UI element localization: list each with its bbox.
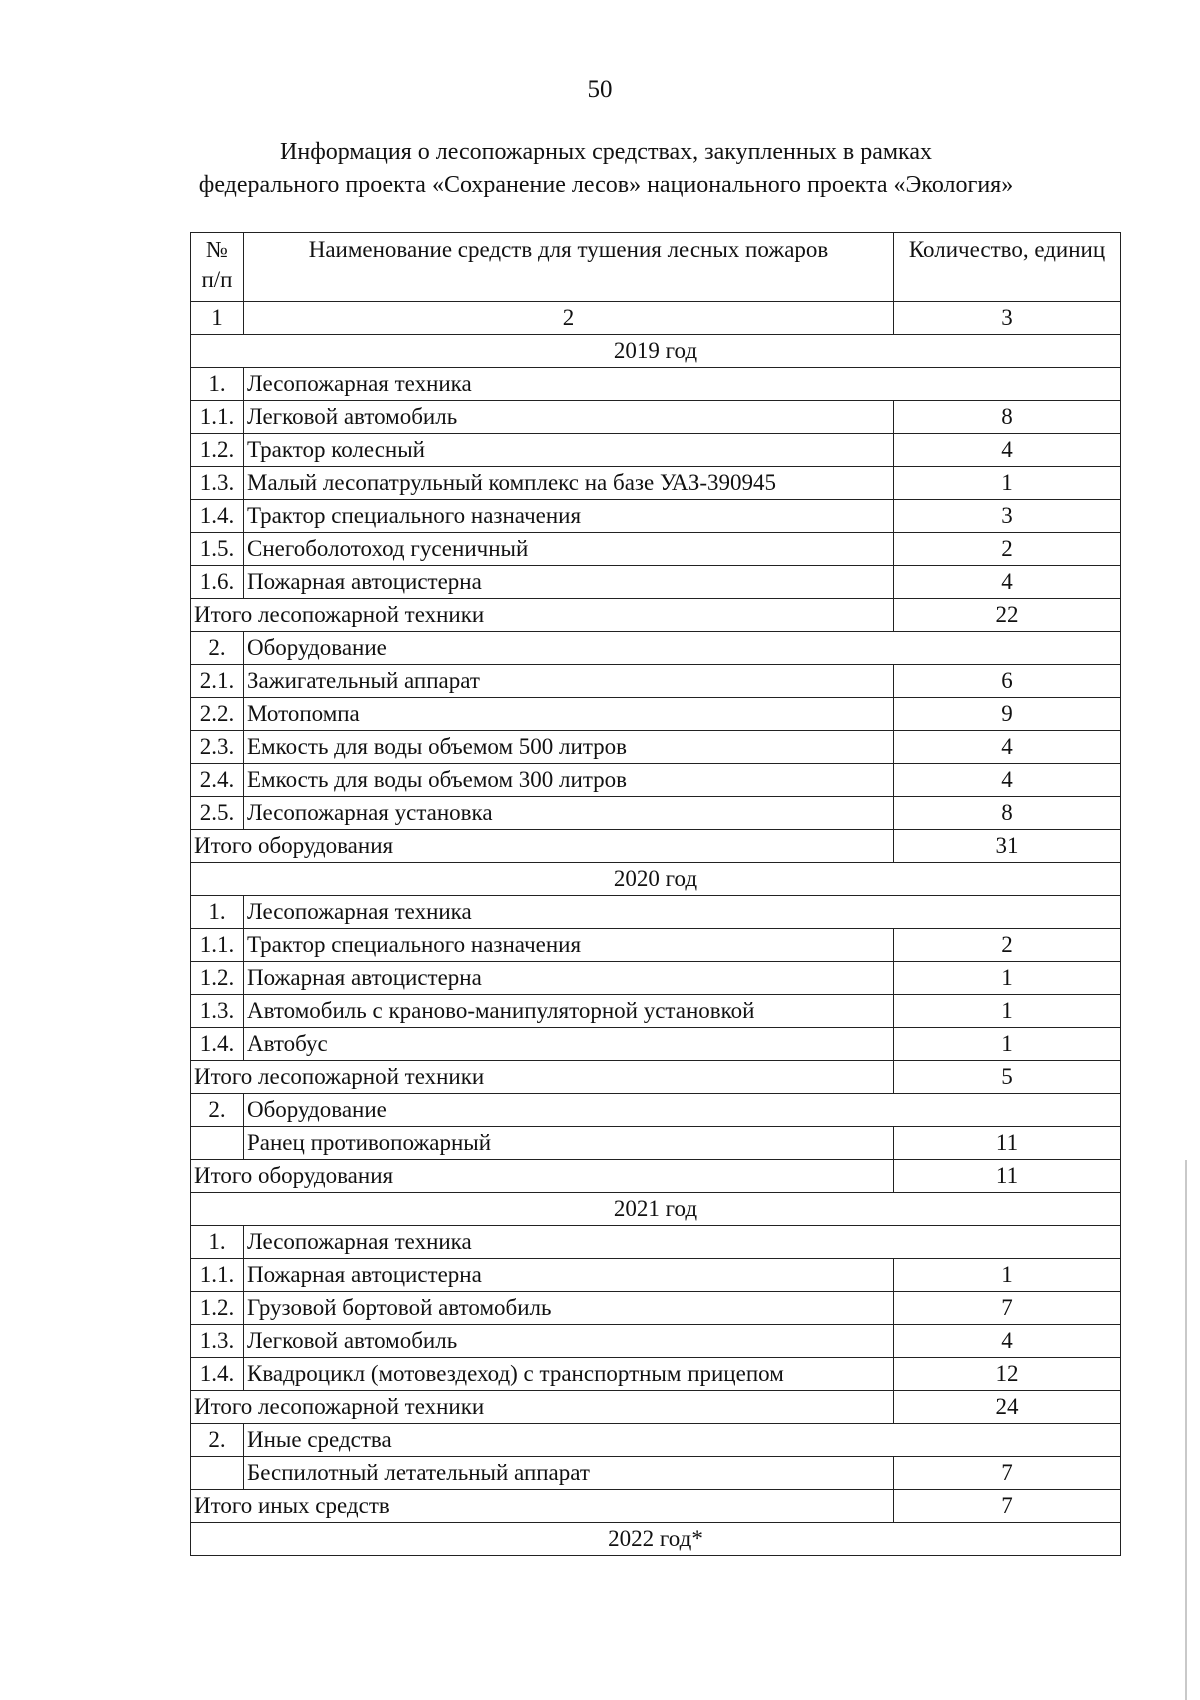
total-row (191, 830, 1121, 863)
table-row (191, 434, 1121, 467)
item-number: 2.2. (191, 698, 244, 731)
year-row (191, 863, 1121, 896)
section-name: Лесопожарная техника (244, 1226, 1121, 1259)
item-quantity: 1 (894, 995, 1121, 1028)
section-row (191, 1226, 1121, 1259)
year-row (191, 1523, 1121, 1556)
item-number (191, 1127, 244, 1160)
item-number: 1.1. (191, 1259, 244, 1292)
table-row (191, 1259, 1121, 1292)
item-number: 1.1. (191, 401, 244, 434)
item-quantity: 4 (894, 566, 1121, 599)
header-num: № п/п (191, 233, 244, 302)
equipment-table-body (191, 233, 1121, 1556)
total-quantity: 11 (894, 1160, 1121, 1193)
item-number: 1.3. (191, 1325, 244, 1358)
item-number: 1.4. (191, 500, 244, 533)
total-quantity: 22 (894, 599, 1121, 632)
total-quantity: 24 (894, 1391, 1121, 1424)
item-number: 2.4. (191, 764, 244, 797)
item-name: Легковой автомобиль (244, 1325, 894, 1358)
item-quantity: 4 (894, 731, 1121, 764)
section-number: 1. (191, 368, 244, 401)
table-row (191, 1457, 1121, 1490)
item-name: Трактор специального назначения (244, 929, 894, 962)
item-quantity: 3 (894, 500, 1121, 533)
total-row (191, 1391, 1121, 1424)
item-name: Пожарная автоцистерна (244, 566, 894, 599)
column-number-1: 1 (191, 302, 244, 335)
section-name: Оборудование (244, 632, 1121, 665)
item-quantity: 1 (894, 467, 1121, 500)
section-row (191, 896, 1121, 929)
item-name: Автомобиль с краново-манипуляторной установкой (244, 995, 894, 1028)
total-label: Итого лесопожарной техники (191, 1391, 894, 1424)
table-row (191, 797, 1121, 830)
item-name: Грузовой бортовой автомобиль (244, 1292, 894, 1325)
column-number-row (191, 302, 1121, 335)
title-line-2: федерального проекта «Сохранение лесов» национального проекта «Экология» (198, 172, 1014, 198)
item-quantity: 12 (894, 1358, 1121, 1391)
table-row (191, 533, 1121, 566)
total-label: Итого лесопожарной техники (191, 599, 894, 632)
item-name: Малый лесопатрульный комплекс на базе УАЗ-390945 (244, 467, 894, 500)
item-name: Зажигательный аппарат (244, 665, 894, 698)
table-row (191, 698, 1121, 731)
section-number: 1. (191, 896, 244, 929)
item-quantity: 8 (894, 797, 1121, 830)
table-row (191, 995, 1121, 1028)
item-quantity: 7 (894, 1457, 1121, 1490)
section-row (191, 1424, 1121, 1457)
total-row (191, 599, 1121, 632)
item-name: Емкость для воды объемом 300 литров (244, 764, 894, 797)
item-name: Трактор специального назначения (244, 500, 894, 533)
section-name: Лесопожарная техника (244, 896, 1121, 929)
item-name: Емкость для воды объемом 500 литров (244, 731, 894, 764)
table-row (191, 1292, 1121, 1325)
item-number: 2.5. (191, 797, 244, 830)
table-row (191, 1028, 1121, 1061)
item-quantity: 4 (894, 764, 1121, 797)
item-number: 1.3. (191, 467, 244, 500)
column-number-2: 2 (244, 302, 894, 335)
item-number: 1.4. (191, 1358, 244, 1391)
table-row (191, 1325, 1121, 1358)
year-label: 2019 год (191, 335, 1121, 368)
year-label: 2022 год* (191, 1523, 1121, 1556)
item-number: 1.2. (191, 1292, 244, 1325)
table-row (191, 665, 1121, 698)
table-row (191, 401, 1121, 434)
item-quantity: 8 (894, 401, 1121, 434)
total-row (191, 1061, 1121, 1094)
total-row (191, 1490, 1121, 1523)
total-quantity: 7 (894, 1490, 1121, 1523)
item-quantity: 11 (894, 1127, 1121, 1160)
item-quantity: 4 (894, 434, 1121, 467)
item-name: Ранец противопожарный (244, 1127, 894, 1160)
item-quantity: 1 (894, 1028, 1121, 1061)
section-number: 2. (191, 632, 244, 665)
total-label: Итого иных средств (191, 1490, 894, 1523)
item-number: 2.3. (191, 731, 244, 764)
item-number: 1.1. (191, 929, 244, 962)
section-number: 2. (191, 1094, 244, 1127)
total-quantity: 5 (894, 1061, 1121, 1094)
item-quantity: 2 (894, 929, 1121, 962)
table-row (191, 962, 1121, 995)
year-label: 2020 год (191, 863, 1121, 896)
item-name: Трактор колесный (244, 434, 894, 467)
item-name: Мотопомпа (244, 698, 894, 731)
section-name: Оборудование (244, 1094, 1121, 1127)
item-quantity: 1 (894, 1259, 1121, 1292)
item-number (191, 1457, 244, 1490)
table-row (191, 1358, 1121, 1391)
item-number: 1.6. (191, 566, 244, 599)
table-row (191, 467, 1121, 500)
item-number: 1.2. (191, 434, 244, 467)
item-number: 2.1. (191, 665, 244, 698)
item-number: 1.4. (191, 1028, 244, 1061)
total-quantity: 31 (894, 830, 1121, 863)
title-line-1: Информация о лесопожарных средствах, закупленных в рамках (280, 139, 932, 165)
table-header-row (191, 233, 1121, 302)
scan-artifact-line (1185, 1160, 1187, 1700)
item-number: 1.5. (191, 533, 244, 566)
item-quantity: 9 (894, 698, 1121, 731)
table-row (191, 731, 1121, 764)
header-qty: Количество, единиц (894, 233, 1121, 302)
section-number: 1. (191, 1226, 244, 1259)
table-row (191, 566, 1121, 599)
item-quantity: 6 (894, 665, 1121, 698)
item-number: 1.2. (191, 962, 244, 995)
item-name: Лесопожарная установка (244, 797, 894, 830)
item-name: Беспилотный летательный аппарат (244, 1457, 894, 1490)
total-label: Итого оборудования (191, 830, 894, 863)
year-label: 2021 год (191, 1193, 1121, 1226)
item-name: Снегоболотоход гусеничный (244, 533, 894, 566)
total-row (191, 1160, 1121, 1193)
section-row (191, 632, 1121, 665)
table-row (191, 929, 1121, 962)
table-row (191, 764, 1121, 797)
document-title (0, 136, 1200, 202)
year-row (191, 1193, 1121, 1226)
section-name: Лесопожарная техника (244, 368, 1121, 401)
item-number: 1.3. (191, 995, 244, 1028)
page-number: 50 (587, 76, 613, 103)
item-quantity: 7 (894, 1292, 1121, 1325)
equipment-table (190, 232, 1121, 1556)
section-row (191, 368, 1121, 401)
table-row (191, 1127, 1121, 1160)
table-row (191, 500, 1121, 533)
item-name: Автобус (244, 1028, 894, 1061)
item-name: Пожарная автоцистерна (244, 1259, 894, 1292)
year-row (191, 335, 1121, 368)
item-name: Квадроцикл (мотовездеход) с транспортным прицепом (244, 1358, 894, 1391)
item-quantity: 2 (894, 533, 1121, 566)
item-quantity: 4 (894, 1325, 1121, 1358)
item-quantity: 1 (894, 962, 1121, 995)
section-number: 2. (191, 1424, 244, 1457)
section-name: Иные средства (244, 1424, 1121, 1457)
column-number-3: 3 (894, 302, 1121, 335)
item-name: Легковой автомобиль (244, 401, 894, 434)
header-name: Наименование средств для тушения лесных пожаров (244, 233, 894, 302)
total-label: Итого лесопожарной техники (191, 1061, 894, 1094)
section-row (191, 1094, 1121, 1127)
total-label: Итого оборудования (191, 1160, 894, 1193)
item-name: Пожарная автоцистерна (244, 962, 894, 995)
